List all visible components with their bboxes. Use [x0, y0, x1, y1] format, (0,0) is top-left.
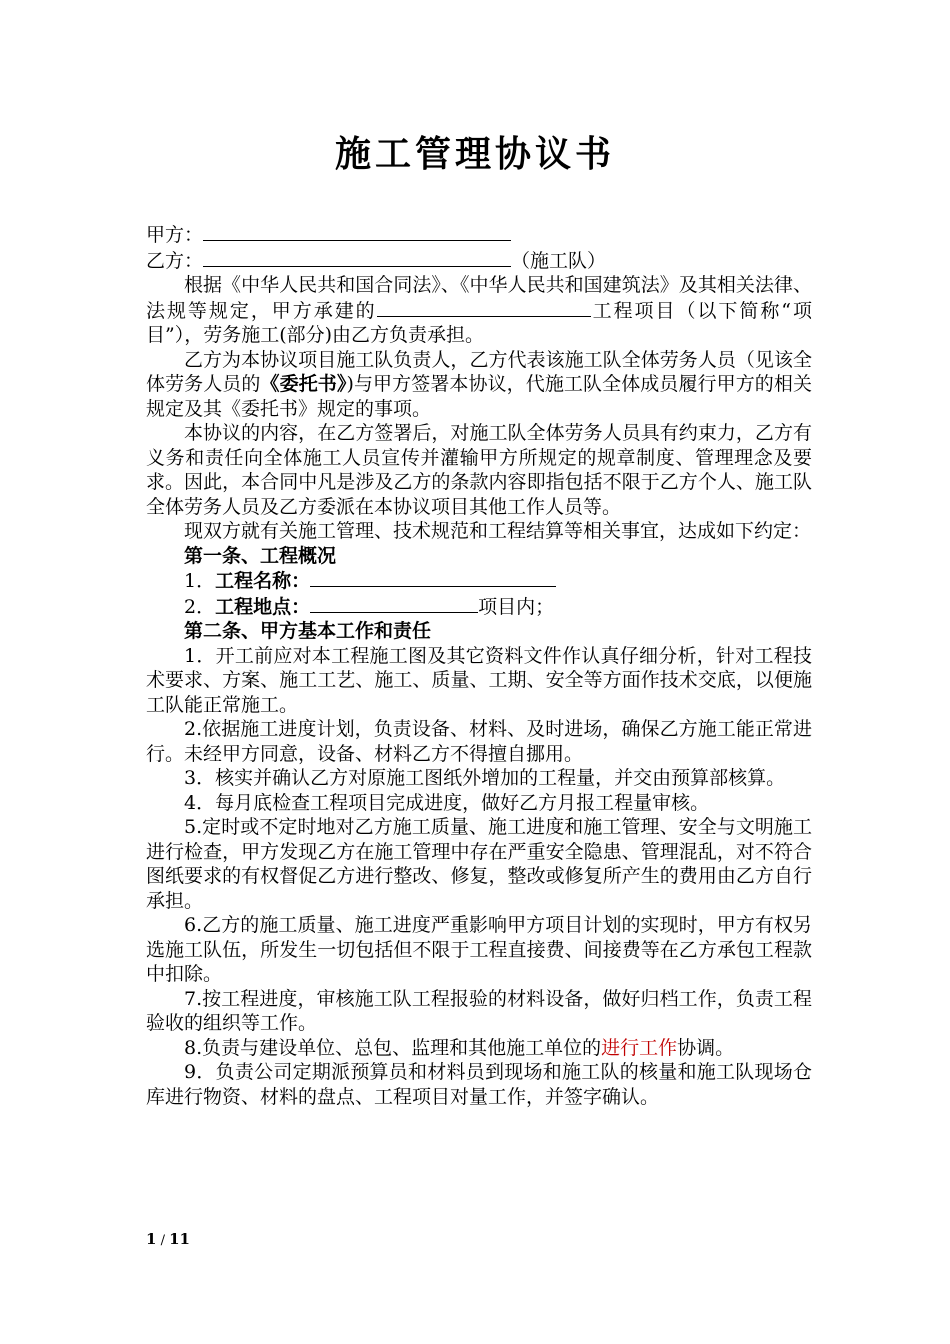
article2-item: 3．核实并确认乙方对原施工图纸外增加的工程量，并交由预算部核算。 [184, 767, 786, 789]
article1-item1: 1．工程名称： [146, 568, 812, 594]
article2-item: 5.定时或不定时地对乙方施工质量、施工进度和施工管理、安全与文明施工进行检查，甲方发现乙方在施工管理中存在严重安全隐患、管理混乱，对不符合图纸要求的有权督促乙方进行整改、修复，整改或修复所产生的费用由乙方自行承担。 [146, 816, 812, 912]
article2-item: 2.依据施工进度计划，负责设备、材料、及时进场，确保乙方施工能正常进行。未经甲方同意，设备、材料乙方不得擅自挪用。 [146, 718, 812, 765]
party-b-blank [203, 248, 511, 267]
party-b-line [146, 248, 812, 274]
article2-item: 4．每月底检查工程项目完成进度，做好乙方月报工程量审核。 [184, 791, 710, 814]
article2-item-9: 9．负责公司定期派预算员和材料员到现场和施工队的核量和施工队现场仓库进行物资、材料的盘点、工程项目对量工作，并签字确认。 [146, 1061, 812, 1108]
project-location-blank [310, 594, 478, 613]
article1-item2: 2．工程地点： 项目内； [184, 595, 555, 618]
article2-item: 6.乙方的施工质量、施工进度严重影响甲方项目计划的实现时，甲方有权另选施工队伍，所发生一切包括但不限于工程直接费、间接费等在乙方承包工程款中扣除。 [146, 914, 812, 985]
article2-heading: 第二条、甲方基本工作和责任 [184, 620, 432, 642]
project-name-field-blank [310, 568, 556, 587]
document-body [146, 222, 812, 1109]
paragraph-agreement: 现双方就有关施工管理、技术规范和工程结算等相关事宜，达成如下约定： [184, 520, 812, 542]
document-title: 施工管理协议书 [334, 133, 615, 175]
article2-item: 7.按工程进度，审核施工队工程报验的材料设备，做好归档工作，负责工程验收的组织等工作。 [146, 987, 812, 1034]
article2-item-8: 8.负责与建设单位、总包、监理和其他施工单位的进行工作协调。 [184, 1036, 735, 1059]
project-name-blank [377, 298, 591, 317]
party-b-label: 乙方： [146, 249, 204, 272]
party-a-label: 甲方： [146, 224, 204, 246]
paragraph-scope: 本协议的内容，在乙方签署后，对施工队全体劳务人员具有约束力，乙方有义务和责任向全体施工人员宣传并灌输甲方所规定的规章制度、管理理念及要求。因此，本合同中凡是涉及乙方的条款内容即指包括不限于乙方个人、施工队全体劳务人员及乙方委派在本协议项目其他工作人员等。 [146, 422, 812, 518]
highlighted-text: 进行工作 [601, 1036, 678, 1059]
article2-item: 1．开工前应对本工程施工图及其它资料文件作认真仔细分析，针对工程技术要求、方案、施工工艺、施工、质量、工期、安全等方面作技术交底，以便施工队能正常施工。 [146, 644, 812, 716]
paragraph-representative: 乙方为本协议项目施工队负责人，乙方代表该施工队全体劳务人员（见该全体劳务人员的《委托书》)与甲方签署本协议，代施工队全体成员履行甲方的相关规定及其《委托书》规定的事项。 [146, 348, 812, 420]
paragraph-basis: 根据《中华人民共和国合同法》、《中华人民共和国建筑法》及其相关法律、法规等规定，甲方承建的 工程项目（以下简称“项目”），劳务施工(部分)由乙方负责承担。 [146, 274, 812, 346]
party-a-blank [203, 222, 511, 241]
party-a-line [146, 222, 812, 248]
article1-heading: 第一条、工程概况 [184, 544, 337, 567]
page-number: 1 / 11 [146, 1230, 190, 1248]
party-b-suffix: （施工队） [511, 249, 607, 272]
